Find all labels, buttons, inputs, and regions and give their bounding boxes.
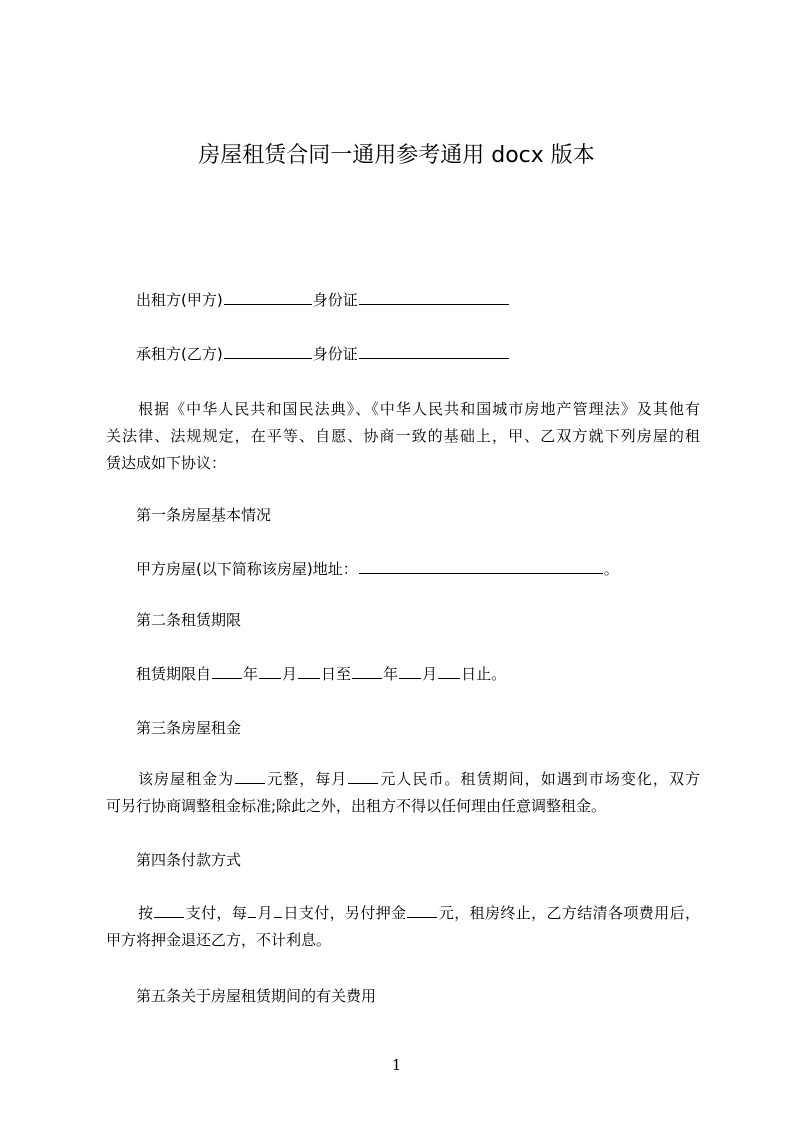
- lessor-id-label: 身份证: [312, 291, 358, 309]
- article2-heading: 第二条租赁期限: [136, 611, 242, 629]
- article4-line-2: 甲方将押金退还乙方，不计利息。: [106, 931, 332, 949]
- deposit-label: 日支付，另付押金: [283, 904, 407, 922]
- pay-month-label: 月: [257, 904, 274, 922]
- document-title: 房屋租赁合同一通用参考通用 docx 版本: [198, 143, 595, 168]
- day-end-label: 日止。: [461, 665, 507, 683]
- lessee-label: 承租方(乙方): [136, 345, 223, 363]
- lessee-line: [136, 344, 510, 364]
- rent-monthly-blank: [348, 769, 378, 784]
- lessee-id-blank: [359, 344, 509, 359]
- end-day-blank: [438, 664, 460, 679]
- end-year-blank: [352, 664, 382, 679]
- article1-heading: 第一条房屋基本情况: [136, 506, 272, 524]
- article3-heading: 第三条房屋租金: [136, 719, 242, 737]
- preamble-line-2: 关法律、法规规定，在平等、自愿、协商一致的基础上，甲、乙双方就下列房屋的租: [106, 427, 700, 445]
- article3-line-2: 可另行协商调整租金标准;除此之外，出租方不得以任何理由任意调整租金。: [106, 797, 607, 815]
- address-label: 甲方房屋(以下简称该房屋)地址：: [136, 560, 358, 578]
- pay-day-blank: [274, 903, 282, 918]
- rent-prefix: 该房屋租金为: [138, 770, 235, 788]
- lessor-id-blank: [359, 290, 509, 305]
- start-month-blank: [259, 664, 281, 679]
- lessee-name-blank: [224, 344, 312, 359]
- address-end: 。: [603, 560, 619, 578]
- start-year-blank: [212, 664, 242, 679]
- preamble-line-3: 赁达成如下协议：: [106, 454, 227, 472]
- article4-paragraph: [106, 900, 700, 954]
- pay-month-blank: [248, 903, 256, 918]
- rent-suffix: 元人民币。租赁期间，如遇到市场变化，双方: [379, 770, 700, 788]
- rent-monthly-label: 元整，每月: [266, 770, 348, 788]
- lessee-id-label: 身份证: [312, 345, 358, 363]
- page-number: 1: [391, 1056, 402, 1074]
- article3-line-1: [106, 766, 700, 793]
- article5-heading: 第五条关于房屋租赁期间的有关费用: [136, 987, 377, 1005]
- end-month-label: 月: [422, 665, 438, 683]
- preamble-paragraph: [106, 396, 700, 477]
- deposit-suffix: 元，租房终止，乙方结清各项费用后，: [438, 904, 700, 922]
- lessor-name-blank: [224, 290, 312, 305]
- article4-heading: 第四条付款方式: [136, 851, 242, 869]
- lessor-line: [136, 290, 510, 310]
- address-blank: [359, 559, 603, 574]
- end-year-label: 年: [383, 665, 399, 683]
- article4-line-1: [106, 900, 700, 927]
- pay-period-blank: [154, 903, 184, 918]
- term-prefix: 租赁期限自: [136, 665, 212, 683]
- preamble-line-1: 根据《中华人民共和国民法典》、《中华人民共和国城市房地产管理法》及其他有: [138, 400, 700, 418]
- article3-paragraph: [106, 766, 700, 820]
- end-month-blank: [399, 664, 421, 679]
- article1-address-line: [136, 559, 619, 579]
- deposit-blank: [407, 903, 437, 918]
- day-to-label: 日至: [321, 665, 352, 683]
- article2-term-line: [136, 664, 506, 684]
- pay-each-label: 支付，每: [185, 904, 248, 922]
- start-day-blank: [298, 664, 320, 679]
- start-year-label: 年: [243, 665, 259, 683]
- pay-prefix: 按: [138, 904, 154, 922]
- start-month-label: 月: [282, 665, 298, 683]
- rent-total-blank: [235, 769, 265, 784]
- lessor-label: 出租方(甲方): [136, 291, 223, 309]
